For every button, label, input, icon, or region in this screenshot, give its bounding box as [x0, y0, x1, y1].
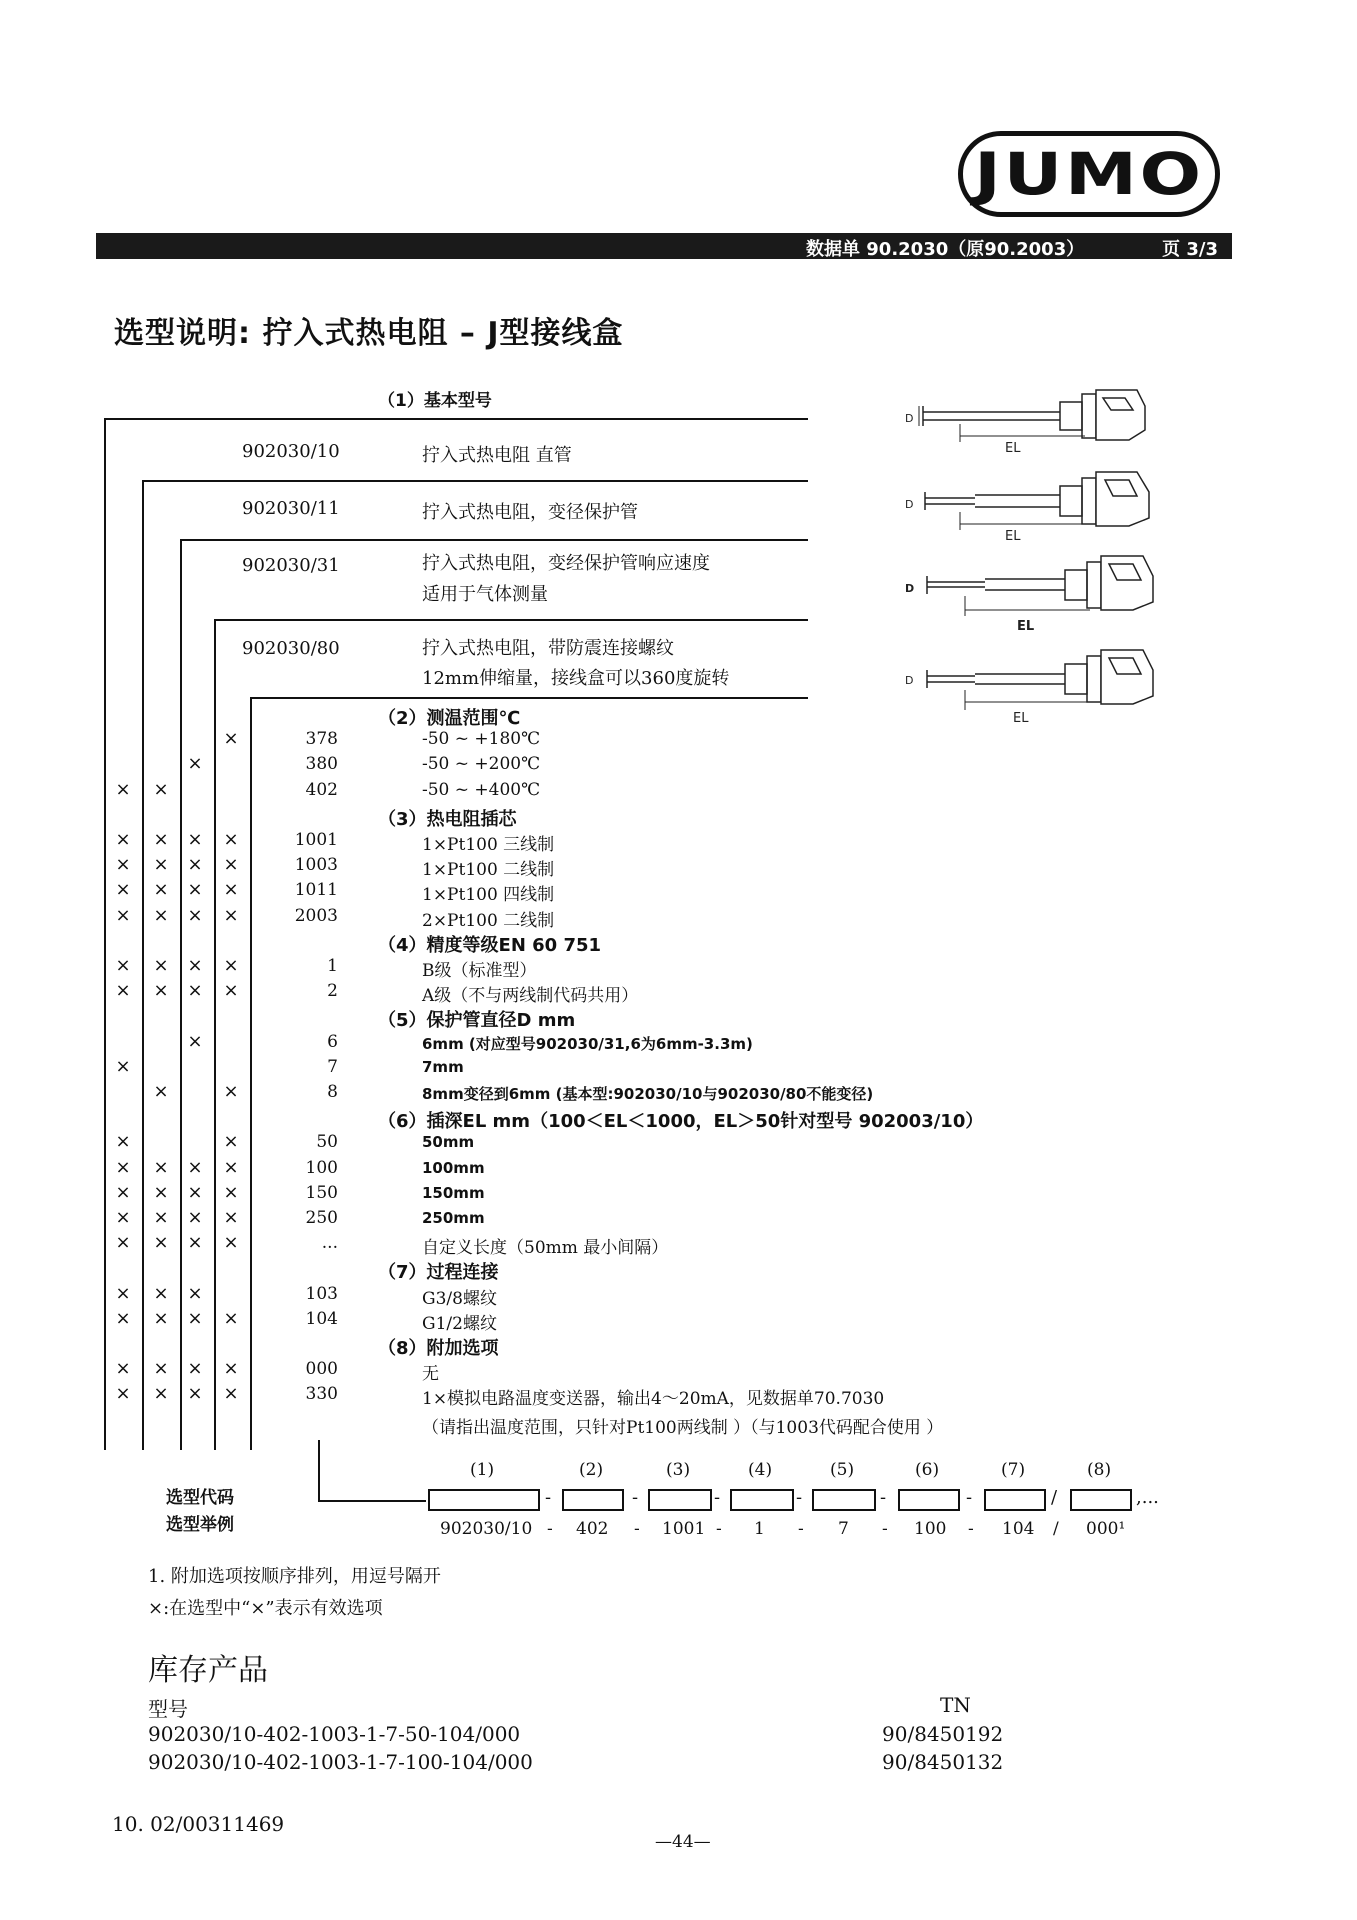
- diagram-label-el: EL: [1017, 619, 1035, 634]
- basic-model-code: 902030/10: [242, 441, 340, 462]
- page-number: —44—: [655, 1832, 711, 1852]
- stock-heading: 库存产品: [148, 1653, 268, 1688]
- applicability-mark: ×: [115, 980, 131, 1002]
- basic-model-desc: 拧入式热电阻，变径保护管: [422, 502, 638, 523]
- code-separator: -: [714, 1487, 721, 1508]
- basic-model-desc-2: 适用于气体测量: [422, 584, 548, 605]
- option-code: 250: [305, 1208, 338, 1228]
- applicability-mark: ×: [187, 1232, 203, 1254]
- applicability-mark: ×: [115, 1131, 131, 1153]
- example-value: 100: [914, 1519, 947, 1539]
- tree-line-1: [104, 418, 808, 420]
- diagram-label-el: EL: [1005, 529, 1021, 544]
- basic-model-desc: 拧入式热电阻 直管: [422, 445, 572, 466]
- diagram-straight-tube: [919, 390, 1145, 442]
- section-heading: （3）热电阻插芯: [378, 808, 517, 830]
- option-code: 330: [305, 1384, 338, 1405]
- datasheet-number: 数据单 90.2030（原90.2003）: [806, 239, 1085, 260]
- option-code: 1: [327, 956, 338, 976]
- applicability-mark: ×: [187, 854, 203, 876]
- option-code: 7: [327, 1056, 338, 1077]
- option-code: 104: [305, 1308, 338, 1329]
- applicability-mark: ×: [187, 879, 203, 901]
- applicability-mark: ×: [153, 1207, 169, 1228]
- option-code: 1011: [294, 880, 338, 901]
- option-desc: -50 ~ +200℃: [422, 754, 541, 775]
- code-index: (1): [470, 1460, 495, 1480]
- example-value: 7: [838, 1519, 849, 1539]
- applicability-mark: ×: [187, 753, 203, 775]
- diagram-reduced-tube: [925, 472, 1149, 530]
- tree-line-2: [142, 480, 808, 482]
- applicability-mark: ×: [153, 1081, 169, 1102]
- example-value: 104: [1002, 1519, 1035, 1539]
- example-value: 902030/10: [440, 1519, 533, 1539]
- applicability-mark: ×: [153, 778, 169, 800]
- basic-model-heading: （1）基本型号: [378, 391, 492, 411]
- applicability-mark: ×: [187, 1282, 203, 1304]
- applicability-mark: ×: [115, 879, 131, 901]
- diagram-label-el: EL: [1013, 711, 1029, 726]
- page-title: 选型说明: 拧入式热电阻 – J型接线盒: [114, 316, 624, 351]
- option-code: 402: [305, 779, 338, 800]
- diagram-label-d: D: [905, 674, 914, 687]
- option-desc: B级（标准型）: [422, 961, 537, 981]
- section-heading: （6）插深EL mm（100＜EL＜1000，EL＞50针对型号 902003/10）: [378, 1111, 984, 1133]
- applicability-mark: ×: [223, 1307, 239, 1329]
- applicability-mark: ×: [187, 1383, 203, 1405]
- option-desc: 50mm: [422, 1133, 475, 1152]
- option-code: 2003: [294, 905, 338, 926]
- example-value: 1: [754, 1519, 765, 1539]
- basic-model-desc: 拧入式热电阻，带防震连接螺纹: [422, 638, 674, 659]
- basic-model-code: 902030/31: [242, 555, 340, 576]
- example-separator: -: [547, 1519, 553, 1539]
- page-indicator: 页 3/3: [1162, 239, 1218, 260]
- code-index: (8): [1087, 1460, 1112, 1480]
- applicability-mark: ×: [223, 1383, 239, 1405]
- applicability-mark: ×: [115, 854, 131, 876]
- code-connector-hline: [318, 1500, 426, 1502]
- diagram-label-d: D: [905, 582, 915, 595]
- applicability-mark: ×: [187, 1030, 203, 1052]
- option-desc: 1×模拟电路温度变送器，输出4～20mA，见数据单70.7030: [422, 1389, 885, 1410]
- example-separator: /: [1053, 1519, 1059, 1539]
- code-trailing: ,...: [1136, 1487, 1159, 1508]
- option-desc: 1×Pt100 三线制: [422, 835, 555, 855]
- applicability-mark: ×: [223, 1081, 239, 1102]
- stock-col-tn: TN: [940, 1693, 971, 1717]
- option-desc: 8mm变径到6mm (基本型:902030/10与902030/80不能变径): [422, 1085, 874, 1103]
- code-separator: /: [1051, 1487, 1058, 1508]
- code-box: [562, 1489, 624, 1511]
- code-box: [898, 1489, 960, 1511]
- option-code: ...: [321, 1233, 338, 1254]
- applicability-mark: ×: [223, 1181, 239, 1203]
- option-desc: 2×Pt100 二线制: [422, 910, 555, 931]
- applicability-mark: ×: [153, 1307, 169, 1329]
- applicability-mark: ×: [187, 980, 203, 1002]
- section-heading: （8）附加选项: [378, 1338, 499, 1359]
- basic-model-code: 902030/11: [242, 498, 340, 519]
- tree-vline-4: [214, 619, 216, 1450]
- example-separator: -: [968, 1519, 974, 1539]
- option-desc: -50 ~ +180℃: [422, 729, 541, 750]
- code-index: (7): [1001, 1460, 1026, 1480]
- applicability-mark: ×: [223, 1156, 239, 1178]
- code-separator: -: [796, 1487, 803, 1508]
- code-separator: -: [880, 1487, 887, 1508]
- header-bar: [96, 233, 1232, 259]
- applicability-mark: ×: [187, 1358, 203, 1380]
- example-value: 402: [576, 1519, 609, 1539]
- tree-line-4: [214, 619, 808, 621]
- example-value: 1001: [662, 1519, 706, 1539]
- option-desc: -50 ~ +400℃: [422, 779, 541, 800]
- stock-tn: 90/8450192: [882, 1722, 1004, 1746]
- applicability-mark: ×: [223, 980, 239, 1002]
- applicability-mark: ×: [115, 1383, 131, 1405]
- applicability-mark: ×: [223, 955, 239, 976]
- option-desc: A级（不与两线制代码共用）: [422, 986, 639, 1007]
- applicability-mark: ×: [187, 955, 203, 976]
- logo-text: JUMO: [974, 140, 1204, 208]
- code-index: (4): [748, 1460, 773, 1480]
- applicability-mark: ×: [115, 1282, 131, 1304]
- option-desc: G3/8螺纹: [422, 1288, 497, 1309]
- option-code: 100: [305, 1157, 338, 1178]
- option-code: 000: [305, 1359, 338, 1380]
- applicability-mark: ×: [153, 1383, 169, 1405]
- applicability-mark: ×: [153, 854, 169, 876]
- section-heading: （4）精度等级EN 60 751: [378, 934, 602, 956]
- stock-model: 902030/10-402-1003-1-7-50-104/000: [148, 1722, 521, 1746]
- applicability-mark: ×: [153, 1282, 169, 1304]
- option-code: 1001: [294, 830, 338, 850]
- applicability-mark: ×: [153, 1232, 169, 1254]
- product-diagrams: [905, 380, 1185, 750]
- option-code: 2: [327, 981, 338, 1002]
- diagram-label-d: D: [905, 498, 914, 511]
- option-code: 103: [305, 1283, 338, 1304]
- option-code: 6: [327, 1031, 338, 1052]
- applicability-mark: ×: [187, 1207, 203, 1228]
- section-heading: （5）保护管直径D mm: [378, 1010, 576, 1032]
- code-box: [648, 1489, 712, 1511]
- applicability-mark: ×: [223, 879, 239, 901]
- applicability-mark: ×: [115, 1207, 131, 1228]
- applicability-mark: ×: [153, 829, 169, 850]
- applicability-mark: ×: [223, 829, 239, 850]
- basic-model-code: 902030/80: [242, 638, 340, 659]
- option-code: 378: [305, 729, 338, 750]
- code-connector-vline: [318, 1440, 320, 1500]
- applicability-mark: ×: [223, 1358, 239, 1380]
- diagram-fast-response-tube: [927, 556, 1153, 616]
- applicability-mark: ×: [153, 904, 169, 926]
- applicability-mark: ×: [115, 778, 131, 800]
- applicability-mark: ×: [223, 904, 239, 926]
- applicability-mark: ×: [115, 904, 131, 926]
- footnote-1: 1. 附加选项按顺序排列，用逗号隔开: [148, 1566, 441, 1587]
- stock-tn: 90/8450132: [882, 1750, 1004, 1774]
- applicability-mark: ×: [187, 1307, 203, 1329]
- tree-line-5: [250, 697, 808, 699]
- example-separator: -: [634, 1519, 640, 1539]
- diagram-label-el: EL: [1005, 441, 1021, 456]
- section-heading: （7）过程连接: [378, 1262, 499, 1284]
- applicability-mark: ×: [223, 1232, 239, 1254]
- option-desc: 1×Pt100 四线制: [422, 885, 555, 906]
- option-code: 380: [305, 754, 338, 775]
- option-desc: 1×Pt100 二线制: [422, 860, 555, 881]
- basic-model-desc: 拧入式热电阻，变经保护管响应速度: [422, 553, 710, 574]
- tree-vline-1: [104, 418, 106, 1450]
- code-box: [812, 1489, 876, 1511]
- applicability-mark: ×: [153, 1156, 169, 1178]
- tree-line-3: [180, 539, 808, 541]
- applicability-mark: ×: [115, 1181, 131, 1203]
- code-label: 选型代码: [166, 1488, 234, 1508]
- example-label: 选型举例: [166, 1515, 234, 1535]
- code-index: (5): [830, 1460, 855, 1480]
- code-index: (6): [915, 1460, 940, 1480]
- applicability-mark: ×: [223, 728, 239, 750]
- applicability-mark: ×: [115, 1156, 131, 1178]
- diagram-label-d: D: [905, 412, 914, 425]
- code-separator: -: [545, 1487, 552, 1508]
- note-330: （请指出温度范围，只针对Pt100两线制 ）（与1003代码配合使用 ）: [422, 1418, 944, 1438]
- applicability-mark: ×: [187, 829, 203, 850]
- diagram-antivibration-tube: [927, 650, 1153, 710]
- code-box: [428, 1489, 540, 1511]
- applicability-mark: ×: [187, 1156, 203, 1178]
- code-separator: -: [632, 1487, 639, 1508]
- stock-col-model: 型号: [148, 1697, 188, 1721]
- applicability-mark: ×: [115, 829, 131, 850]
- option-code: 8: [327, 1082, 338, 1102]
- option-desc: 100mm: [422, 1158, 485, 1177]
- code-box: [730, 1489, 794, 1511]
- code-box: [1070, 1489, 1132, 1511]
- option-desc: 250mm: [422, 1209, 485, 1227]
- option-desc: 150mm: [422, 1183, 485, 1202]
- option-code: 1003: [294, 855, 338, 876]
- code-index: (2): [579, 1460, 604, 1480]
- jumo-logo: [958, 131, 1220, 217]
- applicability-mark: ×: [115, 955, 131, 976]
- applicability-mark: ×: [153, 1181, 169, 1203]
- option-desc: 无: [422, 1364, 439, 1385]
- applicability-mark: ×: [223, 854, 239, 876]
- applicability-mark: ×: [187, 904, 203, 926]
- applicability-mark: ×: [223, 1131, 239, 1153]
- example-separator: -: [798, 1519, 804, 1539]
- applicability-mark: ×: [153, 980, 169, 1002]
- code-box: [984, 1489, 1046, 1511]
- applicability-mark: ×: [153, 955, 169, 976]
- applicability-mark: ×: [115, 1232, 131, 1254]
- option-desc: 自定义长度（50mm 最小间隔）: [422, 1238, 669, 1259]
- applicability-mark: ×: [115, 1307, 131, 1329]
- stock-model: 902030/10-402-1003-1-7-100-104/000: [148, 1750, 533, 1774]
- applicability-mark: ×: [223, 1207, 239, 1228]
- option-desc: 7mm: [422, 1057, 464, 1076]
- option-desc: G1/2螺纹: [422, 1313, 497, 1334]
- applicability-mark: ×: [115, 1358, 131, 1380]
- basic-model-desc-2: 12mm伸缩量，接线盒可以360度旋转: [422, 668, 730, 689]
- footnote-2: ×:在选型中“×”表示有效选项: [148, 1598, 383, 1619]
- example-separator: -: [882, 1519, 888, 1539]
- option-desc: 6mm (对应型号902030/31,6为6mm-3.3m): [422, 1034, 753, 1053]
- applicability-mark: ×: [187, 1181, 203, 1203]
- example-value: 000¹: [1086, 1519, 1126, 1539]
- code-index: (3): [666, 1460, 691, 1480]
- section-heading: （2）测温范围℃: [378, 708, 521, 729]
- applicability-mark: ×: [115, 1055, 131, 1077]
- option-code: 150: [305, 1182, 338, 1203]
- example-separator: -: [716, 1519, 722, 1539]
- option-code: 50: [316, 1132, 338, 1153]
- code-separator: -: [966, 1487, 973, 1508]
- applicability-mark: ×: [153, 1358, 169, 1380]
- document-number: 10. 02/00311469: [112, 1812, 285, 1836]
- applicability-mark: ×: [153, 879, 169, 901]
- tree-vline-3: [180, 539, 182, 1450]
- tree-vline-2: [142, 480, 144, 1450]
